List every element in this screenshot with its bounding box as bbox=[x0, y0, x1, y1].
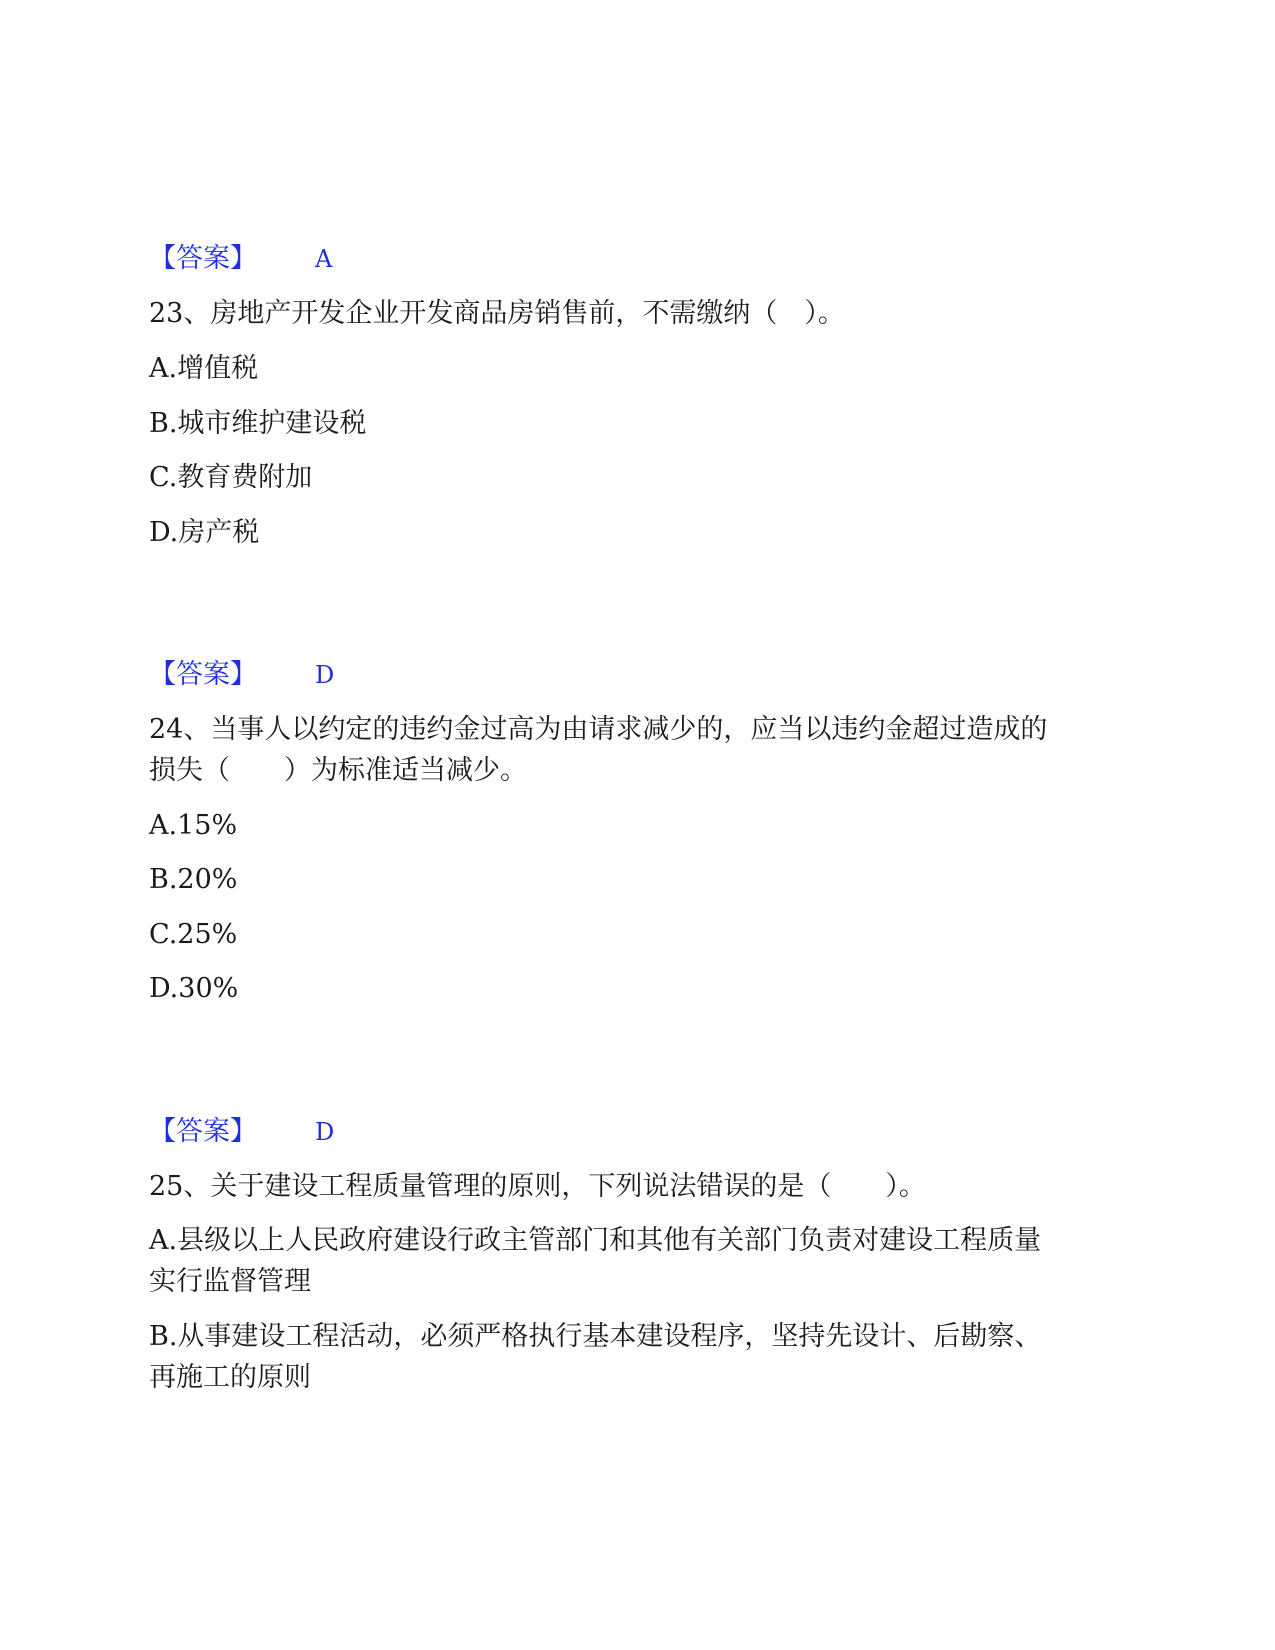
option-a-line-2: 实行监督管理 bbox=[149, 1266, 311, 1297]
answer-line bbox=[149, 240, 332, 278]
answer-key: D bbox=[315, 661, 335, 689]
answer-line bbox=[149, 1113, 334, 1151]
answer-label: 【答案】 bbox=[149, 243, 257, 274]
option-b-line-2: 再施工的原则 bbox=[149, 1362, 311, 1393]
option-c: C.教育费附加 bbox=[149, 462, 313, 493]
answer-key: D bbox=[315, 1118, 335, 1146]
option-d: D.房产税 bbox=[149, 517, 260, 548]
option-b-line-1: B.从事建设工程活动，必须严格执行基本建设程序，坚持先设计、后勘察、 bbox=[149, 1321, 1042, 1352]
answer-line bbox=[149, 656, 334, 694]
option-c: C.25% bbox=[149, 919, 238, 950]
question-text: 23、房地产开发企业开发商品房销售前，不需缴纳（ ）。 bbox=[149, 298, 845, 329]
option-d: D.30% bbox=[149, 973, 239, 1004]
option-a: A.15% bbox=[149, 810, 238, 841]
answer-key: A bbox=[315, 245, 333, 273]
question-text-line-1: 24、当事人以约定的违约金过高为由请求减少的，应当以违约金超过造成的 bbox=[149, 714, 1048, 745]
answer-label: 【答案】 bbox=[149, 1116, 257, 1147]
option-b: B.城市维护建设税 bbox=[149, 408, 367, 439]
option-b: B.20% bbox=[149, 864, 238, 895]
question-text-line-2: 损失（ ）为标准适当减少。 bbox=[149, 755, 527, 786]
question-text: 25、关于建设工程质量管理的原则，下列说法错误的是（ ）。 bbox=[149, 1171, 926, 1202]
answer-label: 【答案】 bbox=[149, 659, 257, 690]
option-a-line-1: A.县级以上人民政府建设行政主管部门和其他有关部门负责对建设工程质量 bbox=[149, 1225, 1042, 1256]
option-a: A.增值税 bbox=[149, 353, 259, 384]
